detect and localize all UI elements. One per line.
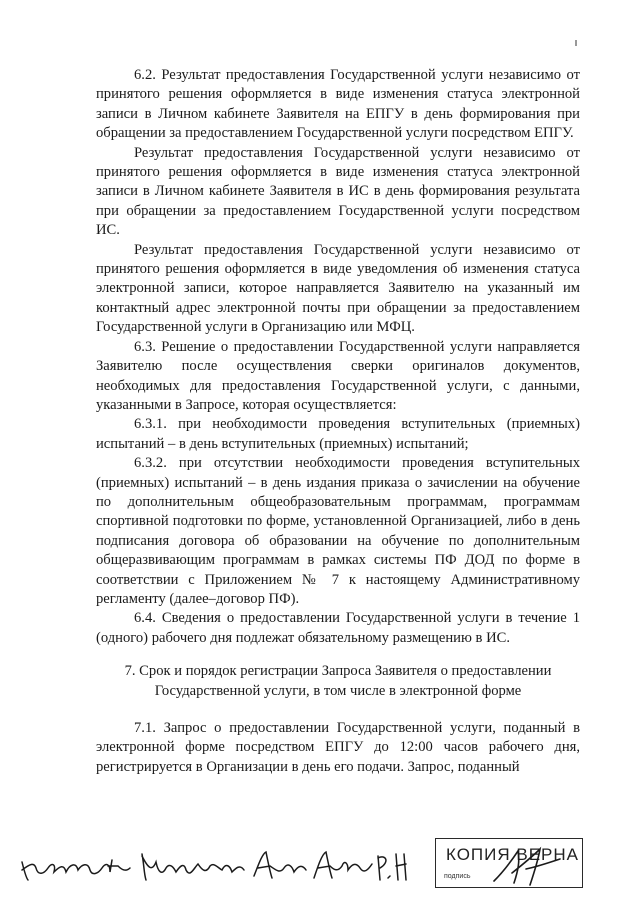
handwritten-signature-note [18, 840, 408, 890]
section-heading-7: 7. Срок и порядок регистрации Запроса Заявителя о предоставлении Государственной услуги, в том числе в электронной форме [124, 663, 552, 699]
stamp-title: КОПИЯ ВЕРНА [446, 845, 580, 864]
stamp-signature-label: подпись [444, 873, 471, 880]
document-body [96, 66, 580, 777]
paragraph-6-2-is: Результат предоставления Государственной услуги независимо от принятого решения оформляется в виде изменения статуса электронной записи в Личном кабинете Заявителя в ИС в день формирования результата при обращении за предоставлением Государственной услуги посредством ИС. [96, 144, 580, 239]
paragraph-6-3-2: 6.3.2. при отсутствии необходимости проведения вступительных (приемных) испытаний – в день издания приказа о зачислении на обучение по дополнительным общеобразовательным программам, программам спортивной подготовки по форме, установленной Организацией, либо в день подписания договора об образовании на обучение по дополнительным общеразвивающим программам в рамках системы ПФ ДОД по форме в соответствии с Приложением № 7 к настоящему Административному регламенту (далее–договор ПФ). [96, 455, 580, 607]
paragraph-6-3-1: 6.3.1. при необходимости проведения вступительных (приемных) испытаний – в день вступительных (приемных) испытаний; [96, 416, 580, 452]
paragraph-6-2-mfc: Результат предоставления Государственной услуги независимо от принятого решения оформляется в виде уведомления об изменения статуса электронной записи, которое направляется Заявителю на указанный им контактный адрес электронной почты при обращении за предоставлением Государственной услуги в Организацию или МФЦ. [96, 241, 580, 336]
scan-mark [575, 40, 577, 46]
stamp-signature [488, 843, 568, 887]
certified-copy-stamp [435, 838, 583, 888]
paragraph-6-2: 6.2. Результат предоставления Государственной услуги независимо от принятого решения оформляется в виде изменения статуса электронной записи в Личном кабинете Заявителя на ЕПГУ в день формирования при обращении за предоставлением Государственной услуги посредством ЕПГУ. [96, 67, 580, 142]
paragraph-7-1: 7.1. Запрос о предоставлении Государственной услуги, поданный в электронной форме посредством ЕПГУ до 12:00 часов рабочего дня, регистрируется в Организации в день его подачи. Запрос, поданный [96, 720, 580, 775]
paragraph-6-3: 6.3. Решение о предоставлении Государственной услуги направляется Заявителю после осуществления сверки оригиналов документов, необходимых для предоставления Государственной услуги, с данными, указанными в Запросе, которая осуществляется: [96, 338, 580, 413]
paragraph-6-4: 6.4. Сведения о предоставлении Государственной услуги в течение 1 (одного) рабочего дня подлежат обязательному размещению в ИС. [96, 610, 580, 646]
